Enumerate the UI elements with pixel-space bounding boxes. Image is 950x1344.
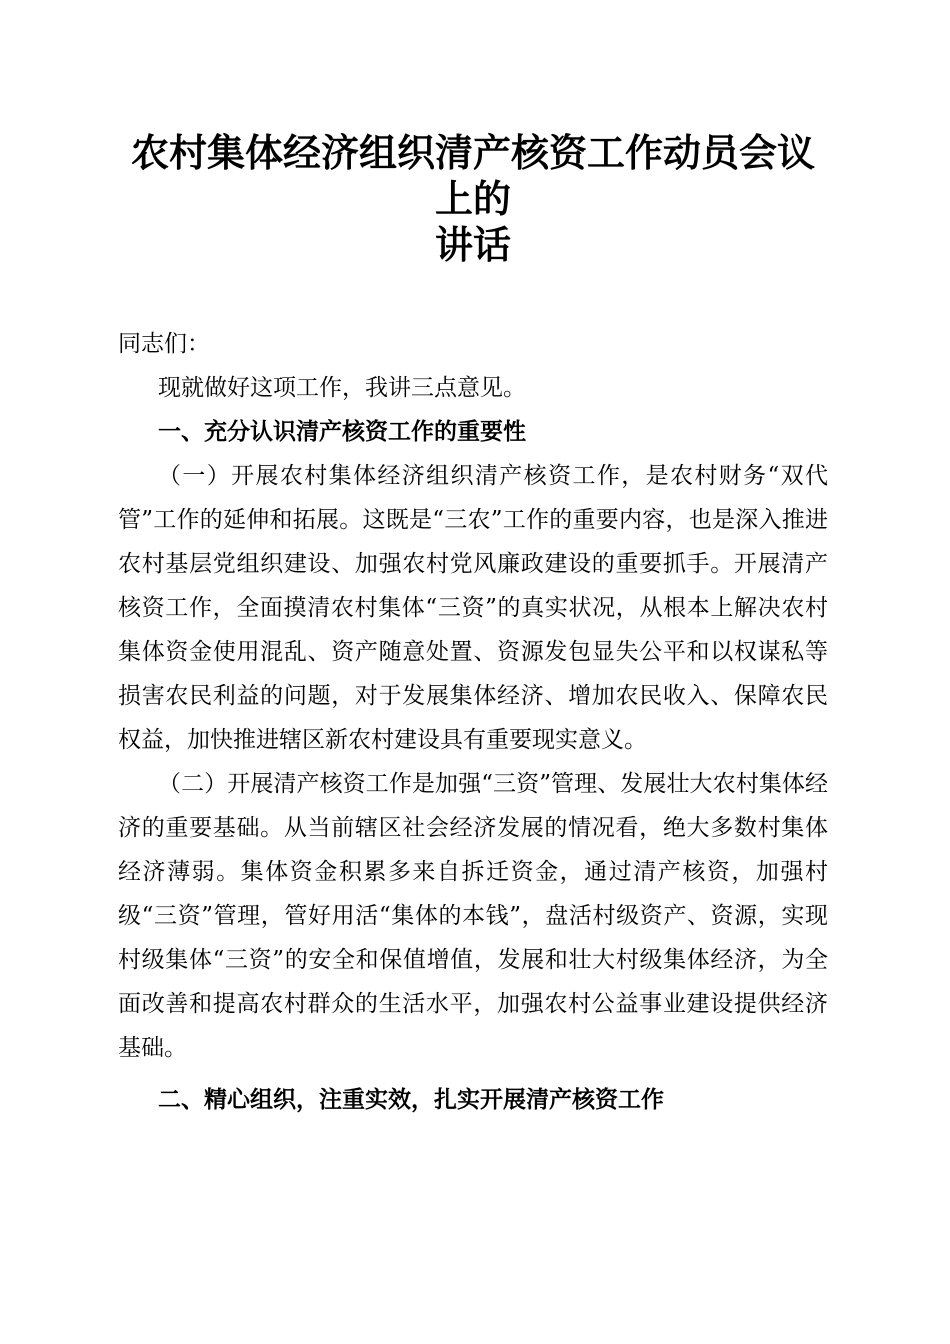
intro-paragraph: 现就做好这项工作，我讲三点意见。 — [158, 375, 526, 401]
paragraph-1: （一）开展农村集体经济组织清产核资工作，是农村财务“双代管”工作的延伸和拓展。这既是“三农”工作的重要内容，也是深入推进农村基层党组织建设、加强农村党风廉政建设的重要抓手。开展清产核资工作，全面摸清农村集体“三资”的真实状况，从根本上解决农村集体资金使用混乱、资产随意处置、资源发包显失公平和以权谋私等损害农民利益的问题，对于发展集体经济、增加农民收入、保障农民权益，加快推进辖区新农村建设具有重要现实意义。 — [118, 463, 828, 753]
paragraph-2: （二）开展清产核资工作是加强“三资”管理、发展壮大农村集体经济的重要基础。从当前辖区社会经济发展的情况看，绝大多数村集体经济薄弱。集体资金积累多来自拆迁资金，通过清产核资，加强村级“三资”管理，管好用活“集体的本钱”，盘活村级资产、资源，实现村级集体“三资”的安全和保值增值，发展和壮大村级集体经济，为全面改善和提高农村群众的生活水平，加强农村公益事业建设提供经济基础。 — [118, 771, 828, 1061]
title-line-2: 讲话 — [434, 222, 511, 267]
title-line-1: 农村集体经济组织清产核资工作动员会议上的 — [130, 130, 815, 221]
document-body — [118, 322, 828, 1122]
section-2-heading: 二、精心组织，注重实效，扎实开展清产核资工作 — [158, 1087, 664, 1113]
salutation: 同志们： — [118, 331, 210, 357]
section-1-heading: 一、充分认识清产核资工作的重要性 — [158, 419, 526, 445]
document-title — [118, 130, 828, 268]
